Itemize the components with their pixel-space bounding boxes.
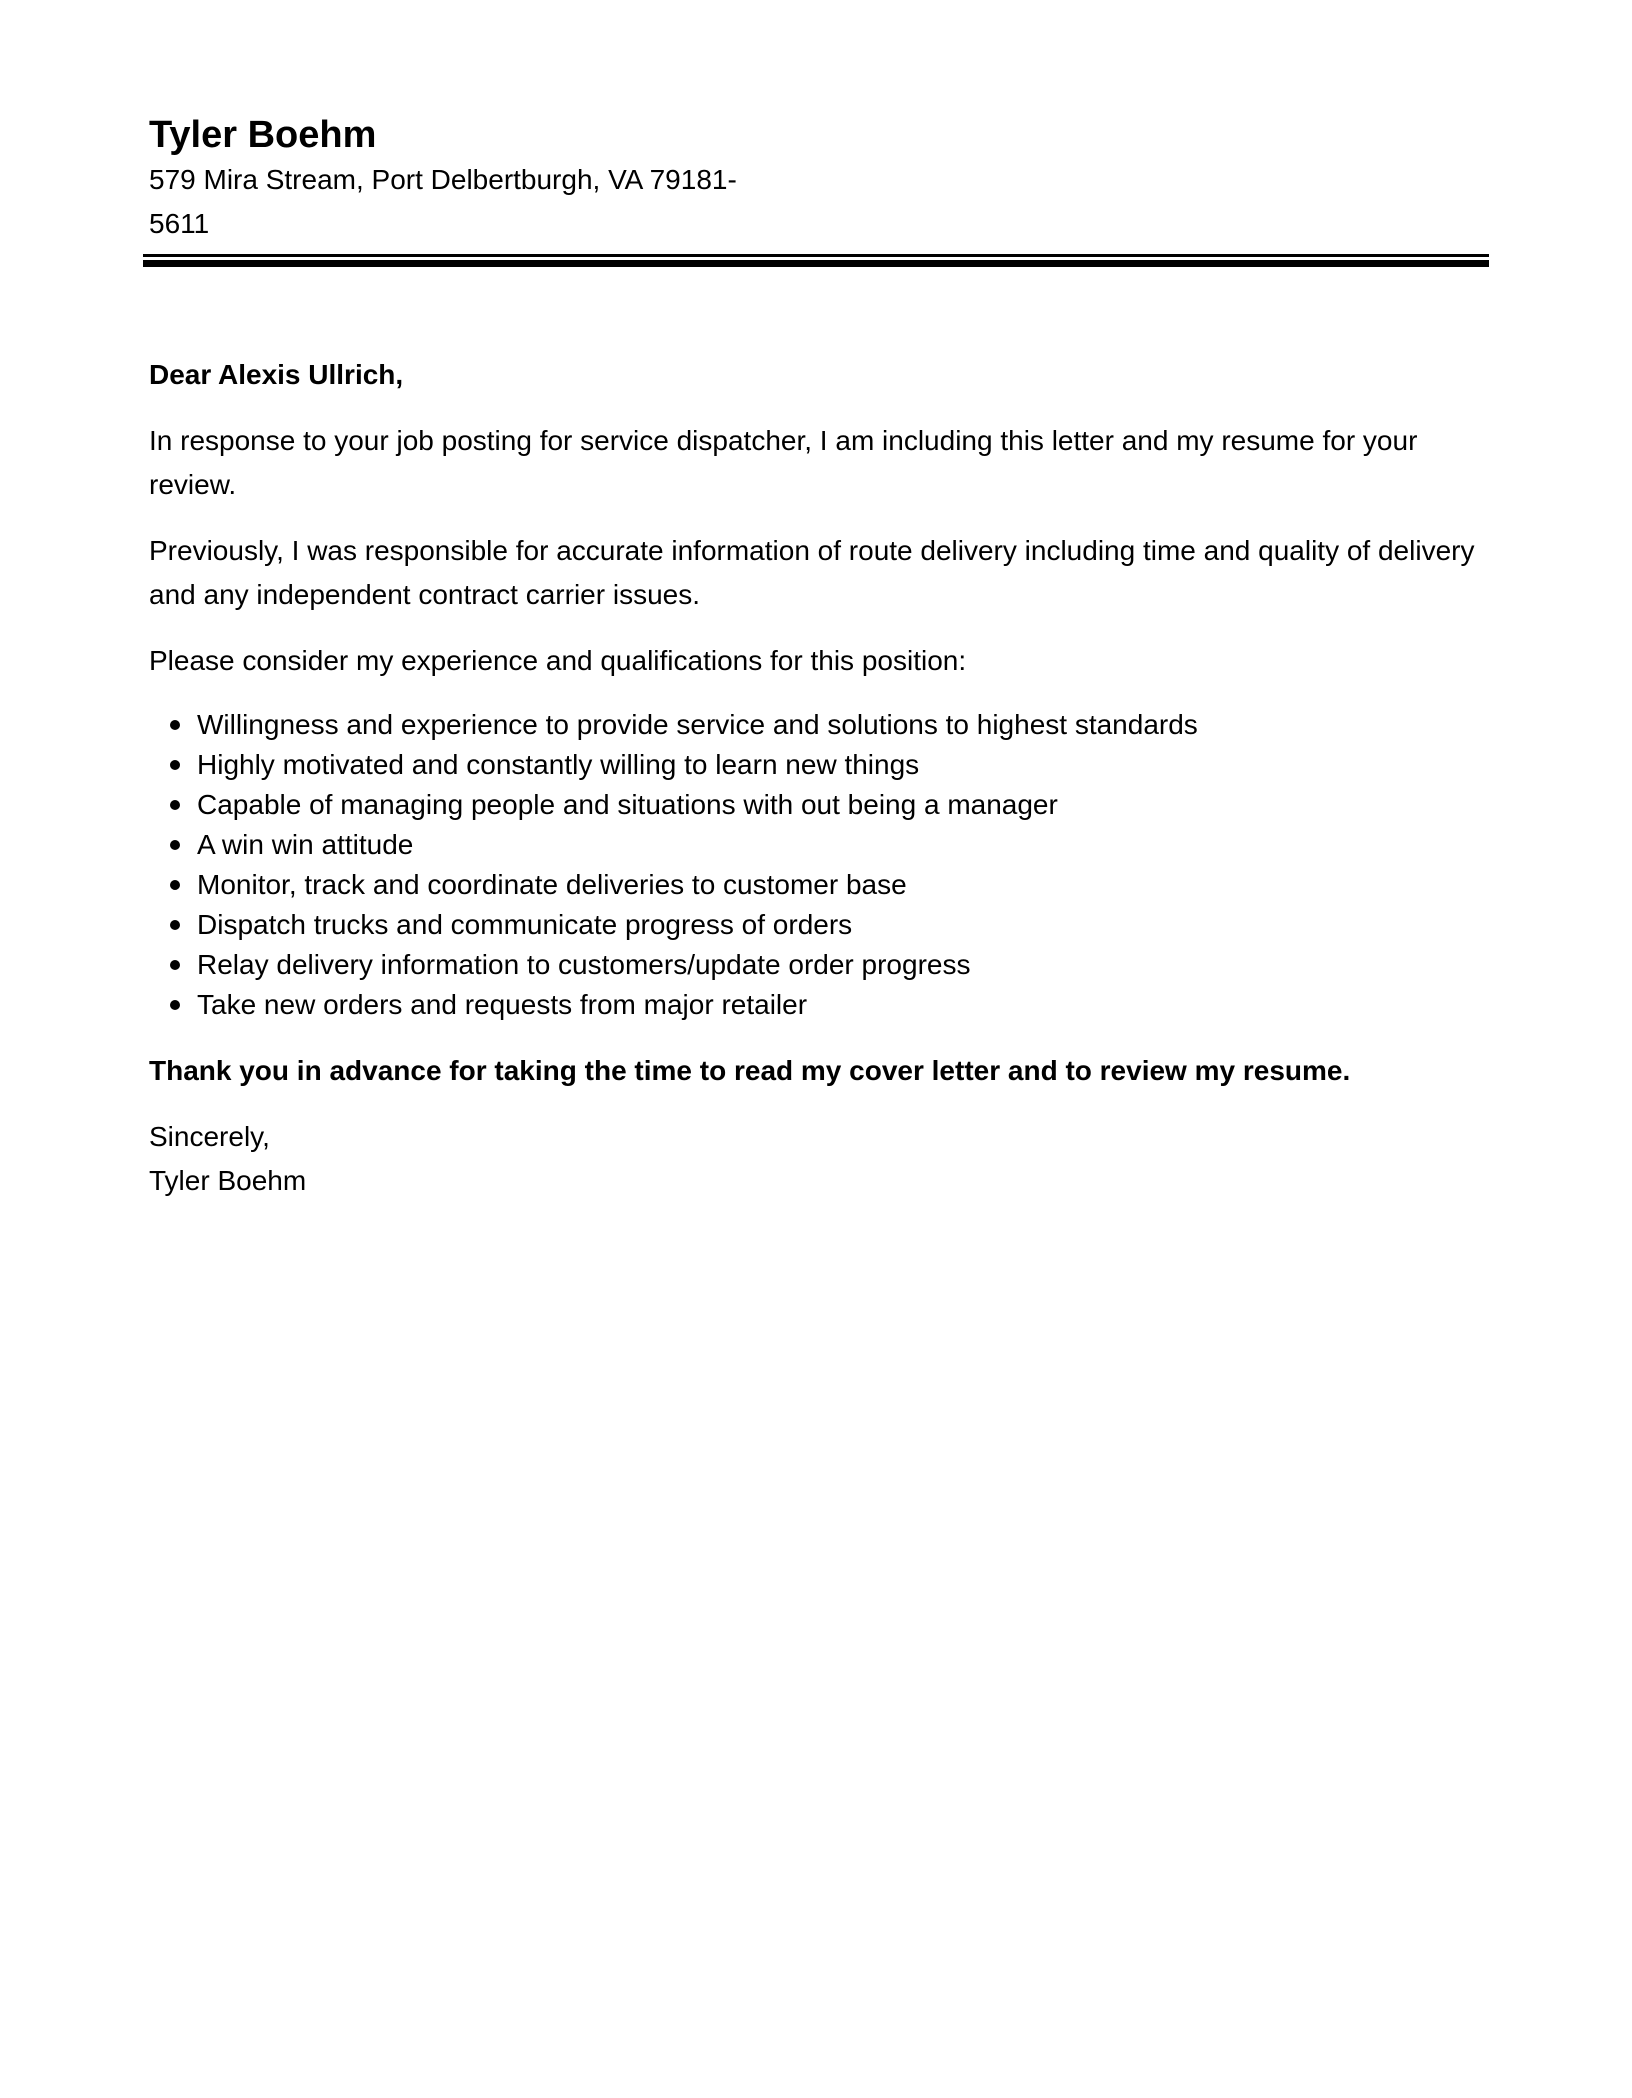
bullet-icon xyxy=(170,920,180,930)
qualification-text: Capable of managing people and situations with out being a manager xyxy=(197,789,1058,820)
sender-name: Tyler Boehm xyxy=(149,114,377,156)
bullet-icon xyxy=(170,720,180,730)
paragraph-intro: In response to your job posting for service dispatcher, I am including this letter and my resume for your review. xyxy=(149,425,1418,500)
list-item xyxy=(149,745,1489,785)
list-item xyxy=(149,985,1489,1025)
list-item xyxy=(149,705,1489,745)
qualification-text: Take new orders and requests from major retailer xyxy=(197,989,808,1020)
bullet-icon xyxy=(170,840,180,850)
signature-name: Tyler Boehm xyxy=(149,1165,307,1196)
bullet-icon xyxy=(170,800,180,810)
list-item xyxy=(149,825,1489,865)
list-item xyxy=(149,865,1489,905)
letter-body xyxy=(149,353,1489,1203)
thank-you-line: Thank you in advance for taking the time to read my cover letter and to review my resume. xyxy=(149,1055,1351,1086)
sender-address: 579 Mira Stream, Port Delbertburgh, VA 79181-5611 xyxy=(149,164,737,239)
bullet-icon xyxy=(170,960,180,970)
qualification-text: Relay delivery information to customers/update order progress xyxy=(197,949,971,980)
list-item xyxy=(149,945,1489,985)
paragraph-experience: Previously, I was responsible for accurate information of route delivery including time and quality of delivery and any independent contract carrier issues. xyxy=(149,535,1475,610)
salutation: Dear Alexis Ullrich, xyxy=(149,359,404,390)
letter-header xyxy=(149,112,1489,246)
bullet-icon xyxy=(170,880,180,890)
paragraph-qualifications-intro: Please consider my experience and qualifications for this position: xyxy=(149,645,967,676)
divider-thick-line xyxy=(143,260,1489,267)
list-item xyxy=(149,785,1489,825)
qualification-text: Dispatch trucks and communicate progress of orders xyxy=(197,909,853,940)
qualification-text: A win win attitude xyxy=(197,829,414,860)
header-divider xyxy=(143,254,1489,266)
qualification-text: Monitor, track and coordinate deliveries to customer base xyxy=(197,869,907,900)
list-item xyxy=(149,905,1489,945)
closing: Sincerely, xyxy=(149,1121,270,1152)
qualification-text: Willingness and experience to provide service and solutions to highest standards xyxy=(197,709,1198,740)
qualification-text: Highly motivated and constantly willing to learn new things xyxy=(197,749,920,780)
bullet-icon xyxy=(170,1000,180,1010)
divider-thin-line xyxy=(143,254,1489,257)
qualifications-list xyxy=(149,705,1489,1025)
bullet-icon xyxy=(170,760,180,770)
